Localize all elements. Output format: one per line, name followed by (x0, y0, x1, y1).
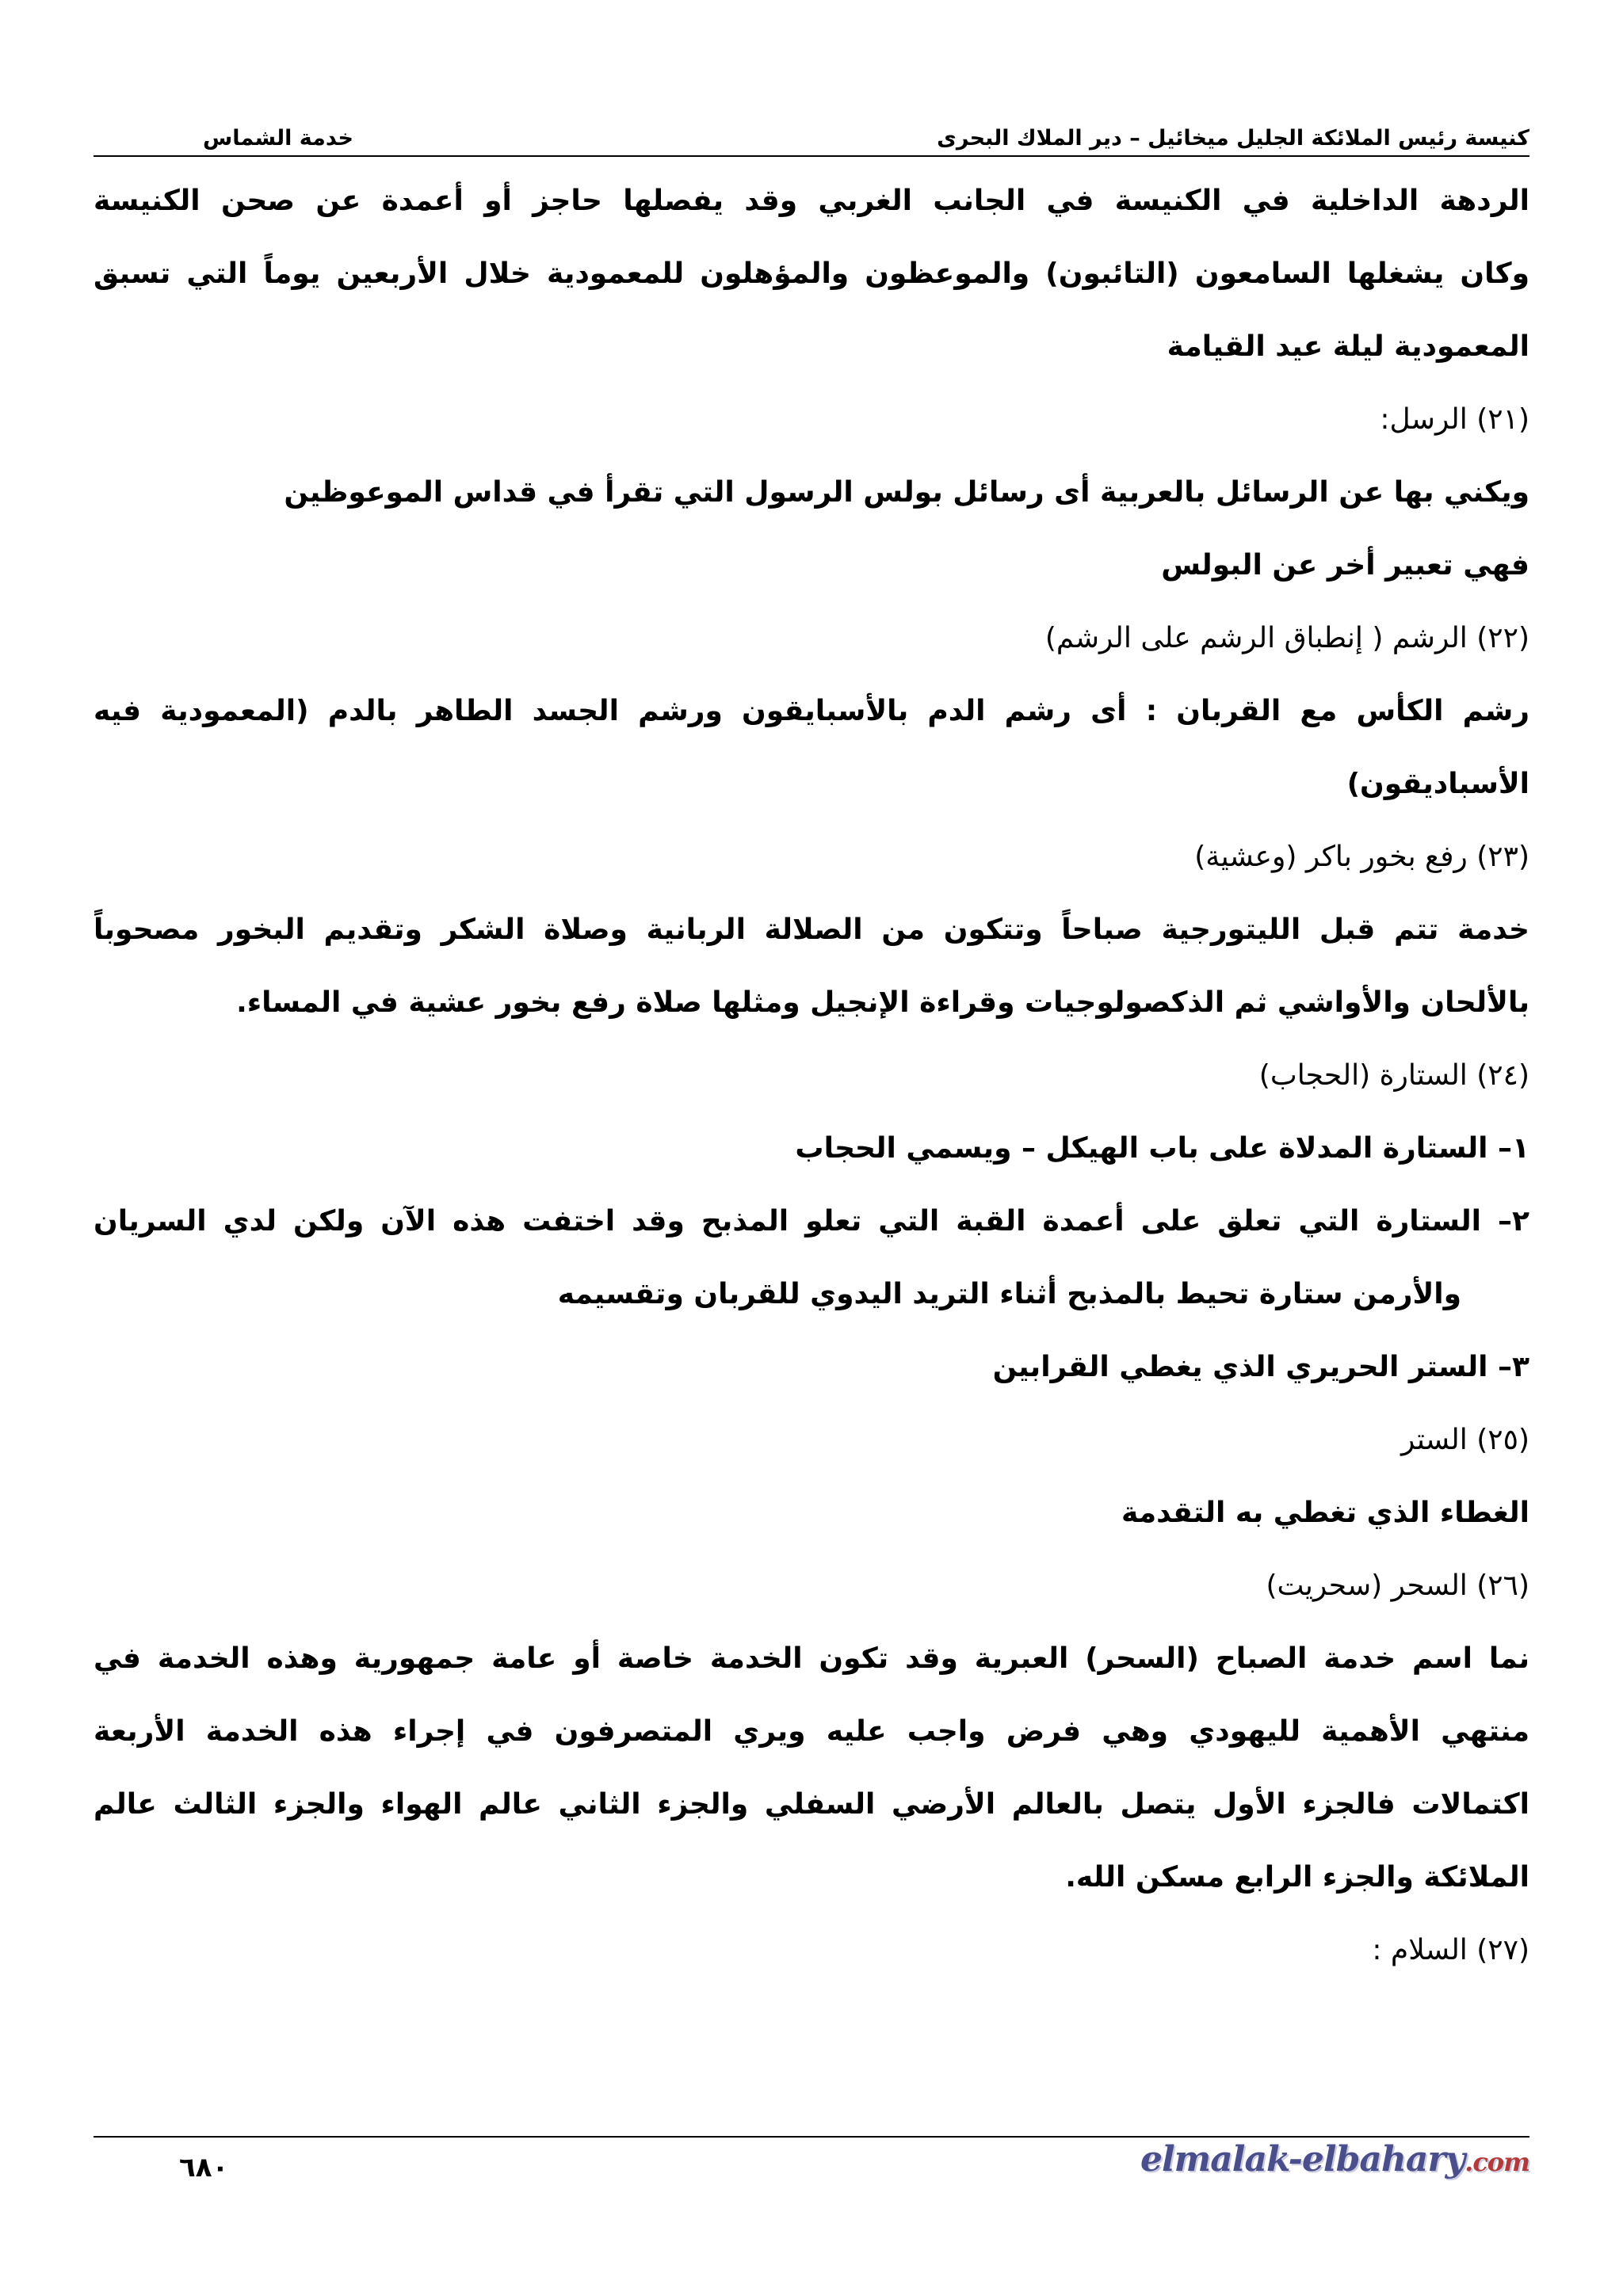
body-line: الأسباديقون) (1346, 768, 1529, 800)
body-line: منتهي الأهمية لليهودي وهي فرض واجب عليه ويري المتصرفون في إجراء هذه الخدمة الأربعة (94, 1715, 1529, 1748)
list-item-continuation: والأرمن ستارة تحيط بالمذبح أثناء التريد اليدوي للقربان وتقسيمه (557, 1278, 1461, 1310)
entry-heading: (٢٦) السحر (سحريت) (1266, 1569, 1529, 1602)
entry-heading: (٢٢) الرشم ( إنطباق الرشم على الرشم) (1044, 622, 1529, 654)
body-line: الملائكة والجزء الرابع مسكن الله. (1065, 1861, 1529, 1894)
logo-text: elmalak-elbahary (1140, 2139, 1465, 2180)
entry-heading: (٢٧) السلام : (1372, 1934, 1529, 1966)
body-line: رشم الكأس مع القربان : أى رشم الدم بالأسبايقون ورشم الجسد الطاهر بالدم (المعمودية فيه (94, 695, 1529, 727)
page-header (94, 111, 1529, 151)
page-number: ٦٨٠ (179, 2152, 229, 2183)
entry-heading: (٢٥) الستر (1400, 1424, 1529, 1456)
list-item: ١– الستارة المدلاة على باب الهيكل – ويسمي الحجاب (795, 1132, 1529, 1165)
list-item: ٣– الستر الحريري الذي يغطي القرابين (992, 1351, 1529, 1383)
body-line: وكان يشغلها السامعون (التائبون) والموعظون والمؤهلون للمعمودية خلال الأربعين يوماً التي تسبق (94, 257, 1529, 290)
body-line: فهي تعبير أخر عن البولس (1161, 549, 1529, 582)
body-line: بالألحان والأواشي ثم الذكصولوجيات وقراءة الإنجيل ومثلها صلاة رفع بخور عشية في المساء. (236, 986, 1529, 1019)
body-line: الردهة الداخلية في الكنيسة في الجانب الغربي وقد يفصلها حاجز أو أعمدة عن صحن الكنيسة (94, 185, 1529, 217)
page-body (94, 165, 1529, 1987)
logo-tld: .com (1465, 2147, 1529, 2177)
body-line: المعمودية ليلة عيد القيامة (1167, 330, 1529, 363)
entry-heading: (٢٤) الستارة (الحجاب) (1258, 1059, 1529, 1092)
entry-heading: (٢٣) رفع بخور باكر (وعشية) (1194, 841, 1529, 873)
footer-divider (94, 2136, 1529, 2138)
body-line: اكتمالات فالجزء الأول يتصل بالعالم الأرضي السفلي والجزء الثاني عالم الهواء والجزء الثالث عالم (94, 1788, 1529, 1821)
body-line: ويكني بها عن الرسائل بالعربية أى رسائل بولس الرسول التي تقرأ في قداس الموعوظين (284, 476, 1529, 509)
header-divider (94, 155, 1529, 157)
header-church-title: كنيسة رئيس الملائكة الجليل ميخائيل – دير الملاك البحرى (937, 126, 1529, 151)
body-line: نما اسم خدمة الصباح (السحر) العبرية وقد تكون الخدمة خاصة أو عامة جمهورية وهذه الخدمة في (94, 1642, 1529, 1675)
body-line: خدمة تتم قبل الليتورجية صباحاً وتتكون من الصلالة الربانية وصلاة الشكر وتقديم البخور مصحوباً (94, 913, 1529, 946)
entry-heading: (٢١) الرسل: (1380, 403, 1529, 436)
site-logo (1140, 2139, 1529, 2180)
header-section-title: خدمة الشماس (203, 126, 353, 151)
body-line: الغطاء الذي تغطي به التقدمة (1121, 1497, 1529, 1529)
list-item: ٢– الستارة التي تعلق على أعمدة القبة التي تعلو المذبح وقد اختفت هذه الآن ولكن لدي السريان (94, 1205, 1529, 1238)
